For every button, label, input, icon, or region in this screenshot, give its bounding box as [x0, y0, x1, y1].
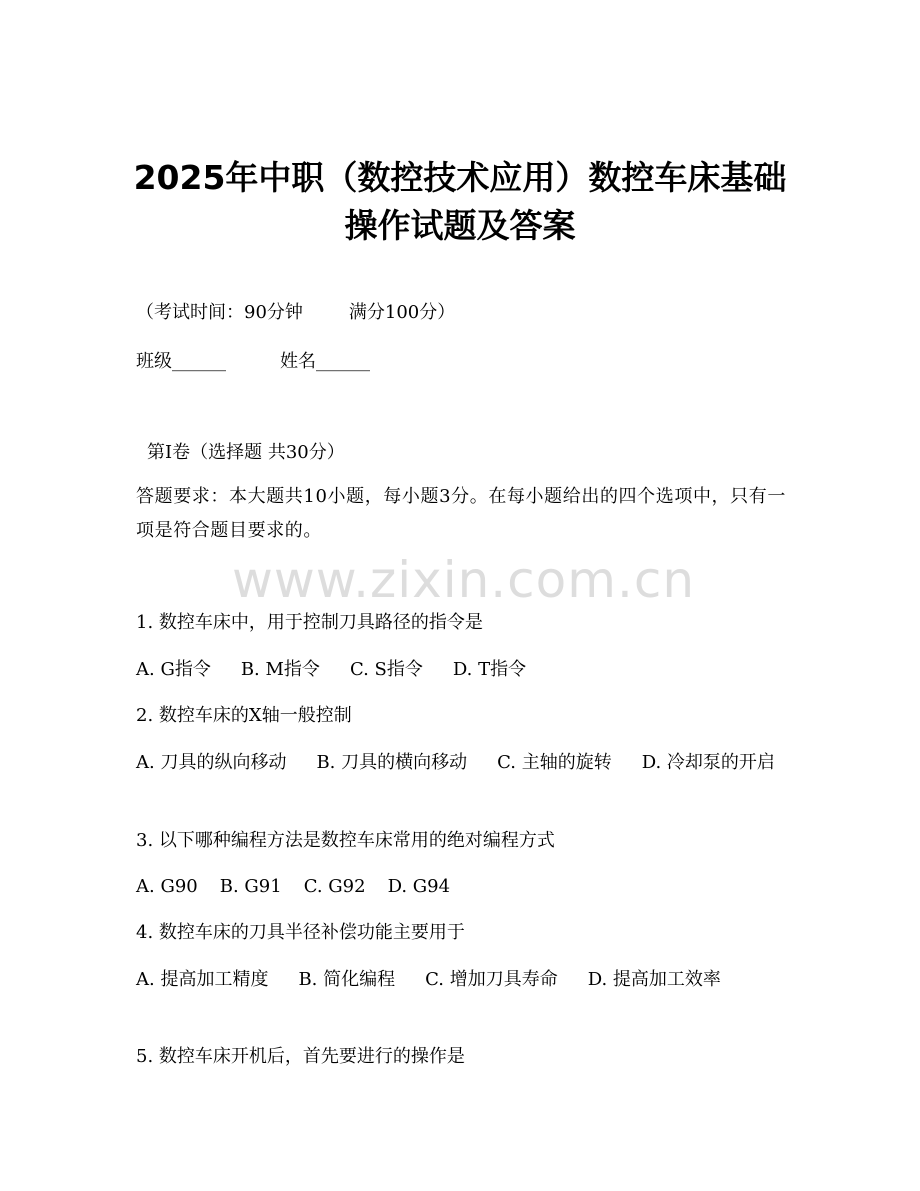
- section-title: 第Ⅰ卷（选择题 共30分）: [147, 442, 345, 463]
- option: C. 增加刀具寿命: [425, 969, 558, 990]
- exam-time: （考试时间：90分钟: [136, 302, 303, 323]
- option: C. 主轴的旋转: [497, 752, 612, 773]
- option: D. G94: [387, 876, 451, 897]
- question-options: [136, 969, 786, 991]
- option: D. T指令: [452, 659, 527, 680]
- option: B. M指令: [240, 659, 320, 680]
- question-stem: 2. 数控车床的X轴一般控制: [136, 705, 352, 726]
- watermark: www.zixin.com.cn: [232, 551, 696, 609]
- class-field: 班级______: [136, 351, 226, 372]
- exam-full-score: 满分100分）: [348, 302, 456, 323]
- option: A. 提高加工精度: [136, 969, 269, 990]
- instructions: 答题要求：本大题共10小题，每小题3分。在每小题给出的四个选项中，只有一项是符合题目要求的。: [136, 486, 786, 541]
- option: C. S指令: [349, 659, 423, 680]
- option: B. 简化编程: [298, 969, 396, 990]
- question-options: [136, 659, 786, 681]
- document-title-line-2: 操作试题及答案: [344, 206, 576, 245]
- question-stem: 5. 数控车床开机后，首先要进行的操作是: [136, 1046, 465, 1067]
- question-stem: 1. 数控车床中，用于控制刀具路径的指令是: [136, 612, 483, 633]
- option: A. G90: [136, 876, 198, 897]
- option: A. G指令: [136, 659, 211, 680]
- option: C. G92: [303, 876, 366, 897]
- option: B. G91: [219, 876, 282, 897]
- option: A. 刀具的纵向移动: [136, 752, 287, 773]
- option: D. 冷却泵的开启: [641, 752, 775, 773]
- name-field: 姓名______: [280, 351, 370, 372]
- exam-info: [136, 302, 786, 324]
- student-fields: [136, 351, 786, 373]
- document-title-line-1: 2025年中职（数控技术应用）数控车床基础: [133, 158, 787, 197]
- question-options: [136, 752, 786, 774]
- question-options: [136, 876, 786, 898]
- option: D. 提高加工效率: [587, 969, 721, 990]
- question-stem: 4. 数控车床的刀具半径补偿功能主要用于: [136, 922, 465, 943]
- option: B. 刀具的横向移动: [316, 752, 468, 773]
- question-stem: 3. 以下哪种编程方法是数控车床常用的绝对编程方式: [136, 830, 555, 851]
